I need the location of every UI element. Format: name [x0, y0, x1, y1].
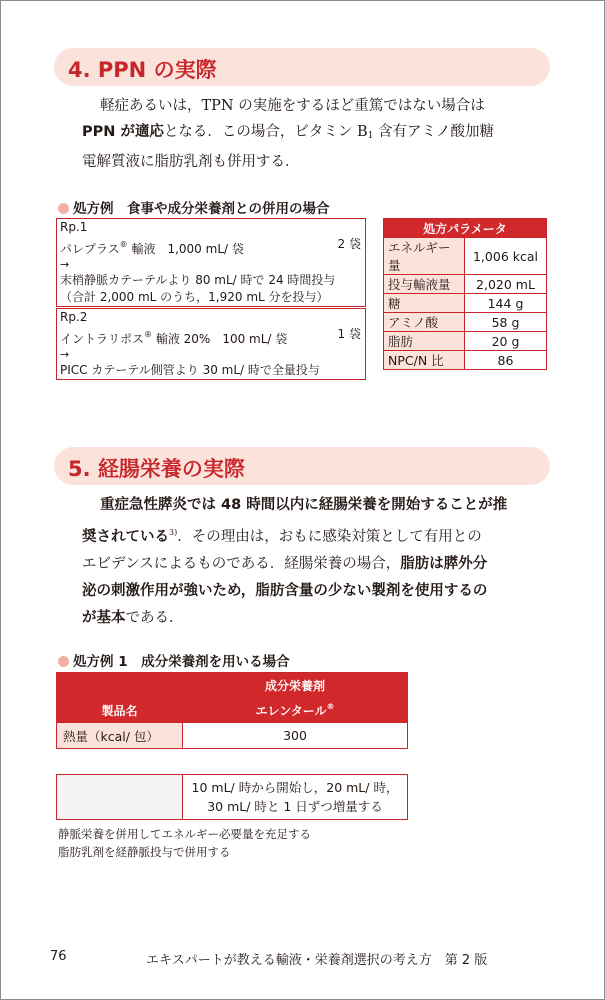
param-value: 144 g	[465, 294, 547, 313]
drug-name: イントラリポス	[60, 332, 145, 346]
rx2-label: Rp.2	[60, 310, 88, 324]
registered-mark: ®	[326, 701, 335, 711]
para-text: 軽症あるいは，TPN の実施をするほど重篤ではない場合は	[100, 98, 485, 114]
note-line: 静脈栄養を併用してエネルギー必要量を充足する	[58, 827, 311, 841]
section4-header	[54, 48, 550, 86]
example-heading	[58, 197, 330, 217]
param-value: 58 g	[465, 313, 547, 332]
section5-title: 5. 経腸栄養の実際	[68, 457, 245, 481]
admin-text	[183, 775, 408, 820]
arrow-icon: →	[60, 258, 70, 271]
para-text: である．	[125, 610, 184, 626]
bullet-dot-icon	[58, 203, 69, 214]
para-bold: 重症急性膵炎では 48 時間以内に経腸栄養を開始することが推	[100, 497, 508, 513]
table-row	[384, 351, 547, 370]
param-value: 1,006 kcal	[465, 238, 547, 275]
param-value: 2,020 mL	[465, 275, 547, 294]
admin-table	[56, 774, 408, 820]
note-line: 脂肪乳剤を経静脈投与で併用する	[58, 845, 231, 859]
table-row	[384, 238, 547, 275]
col-label: 製品名	[57, 698, 183, 723]
param-label: 投与輸液量	[384, 275, 465, 294]
rx1-label: Rp.1	[60, 220, 88, 234]
table-row	[384, 313, 547, 332]
table-row	[384, 294, 547, 313]
row-label: 熱量（kcal/ 包）	[57, 723, 183, 749]
section4-title: 4. PPN の実際	[68, 58, 217, 82]
registered-mark: ®	[119, 240, 128, 249]
params-header: 処方パラメータ	[384, 219, 547, 238]
admin-line: 30 mL/ 時と 1 日ずつ増量する	[207, 799, 383, 814]
page-number: 76	[50, 949, 67, 964]
param-label: 糖	[384, 294, 465, 313]
notes	[58, 825, 311, 861]
section4-paragraph	[82, 93, 552, 175]
group-header: 成分栄養剤	[183, 673, 408, 698]
params-table	[383, 218, 547, 370]
section5-header	[54, 447, 550, 485]
param-value: 20 g	[465, 332, 547, 351]
admin-label-cell	[57, 775, 183, 820]
product-table	[56, 672, 408, 749]
rx2-route1: PICC カテーテル側管より 30 mL/ 時で全量投与	[60, 363, 320, 377]
drug-qty: 2 袋	[337, 237, 361, 251]
para-bold: 奨されている	[82, 529, 169, 545]
para-text: となる．この場合，ビタミン B	[163, 124, 368, 140]
blank-header-cell	[57, 673, 183, 698]
drug-name: パレプラス	[60, 242, 120, 256]
rx2-drug	[57, 326, 365, 348]
admin-line: 10 mL/ 時から開始し，20 mL/ 時，	[191, 780, 399, 795]
table-row	[57, 775, 408, 820]
table-row	[384, 332, 547, 351]
param-label: エネルギー量	[384, 238, 465, 275]
rx1-drug	[57, 236, 365, 258]
param-label: 脂肪	[384, 332, 465, 351]
drug-qty: 1 袋	[337, 327, 361, 341]
book-title: エキスパートが教える輸液・栄養剤選択の考え方 第 2 版	[146, 953, 488, 968]
reference-mark: 3)	[169, 528, 178, 537]
product-name	[183, 698, 408, 723]
drug-detail: 輸液 1,000 mL/ 袋	[127, 242, 244, 256]
para-bold: 泌の刺激作用が強いため，脂肪含量の少ない製剤を使用するの	[82, 583, 488, 599]
registered-mark: ®	[144, 330, 153, 339]
para-text: 含有アミノ酸加糖	[373, 124, 495, 140]
rx1-box	[56, 218, 366, 307]
para-bold: PPN が適応	[82, 124, 164, 140]
section5-paragraph	[82, 492, 552, 632]
table-row	[57, 723, 408, 749]
drug-detail: 輸液 20% 100 mL/ 袋	[152, 332, 288, 346]
para-text: エビデンスによるものである．経腸栄養の場合，	[82, 556, 401, 572]
para-bold: 脂肪は膵外分	[400, 556, 488, 572]
row-value: 300	[183, 723, 408, 749]
rx2-box	[56, 308, 366, 380]
rx1-route2: （合計 2,000 mL のうち，1,920 mL 分を投与）	[60, 290, 329, 304]
para-text: ．その理由は，おもに感染対策として有用との	[177, 529, 482, 545]
arrow-icon: →	[60, 348, 70, 361]
param-label: NPC/N 比	[384, 351, 465, 370]
param-label: アミノ酸	[384, 313, 465, 332]
para-bold: が基本	[82, 610, 126, 626]
example-heading-text: 処方例 1 成分栄養剤を用いる場合	[73, 654, 290, 670]
table-row	[384, 275, 547, 294]
product-text: エレンタール	[255, 703, 327, 718]
para-subscript: 1	[367, 131, 374, 141]
example-heading-text: 処方例 食事や成分栄養剤との併用の場合	[73, 201, 330, 217]
param-value: 86	[465, 351, 547, 370]
bullet-dot-icon	[58, 656, 69, 667]
example-heading	[58, 650, 290, 670]
rx1-route1: 末梢静脈カテーテルより 80 mL/ 時で 24 時間投与	[60, 273, 336, 287]
para-text: 電解質液に脂肪乳剤も併用する．	[82, 154, 300, 170]
